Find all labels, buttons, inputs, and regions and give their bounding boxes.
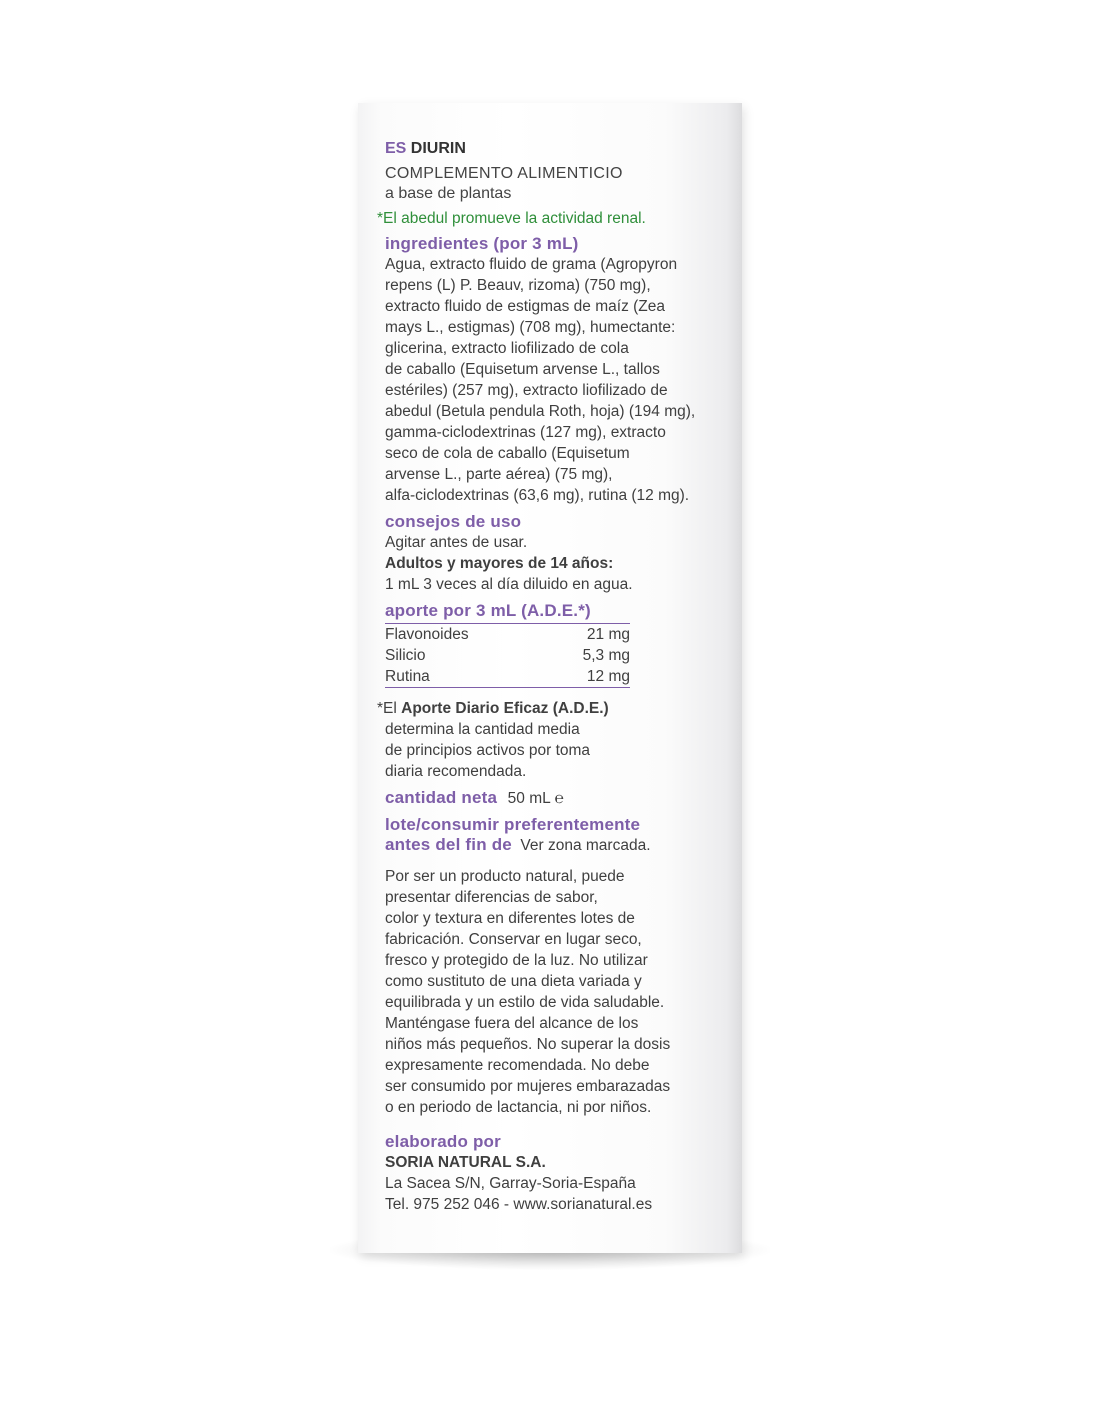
usage-text	[385, 532, 725, 595]
ade-term: Aporte Diario Eficaz (A.D.E.)	[401, 700, 609, 717]
warning-line: o en periodo de lactancia, ni por niños.	[385, 1099, 652, 1116]
usage-heading: consejos de uso	[385, 512, 522, 531]
net-quantity	[385, 788, 725, 809]
ingredients-line: mays L., estigmas) (708 mg), humectante:	[385, 319, 676, 336]
ingredients-line: estériles) (257 mg), extracto liofilizado de	[385, 382, 668, 399]
lot-info	[385, 815, 725, 856]
net-label: cantidad neta	[385, 788, 498, 807]
warning-line: como sustituto de una dieta variada y	[385, 973, 642, 990]
lot-value: Ver zona marcada.	[520, 837, 651, 854]
product-name: DIURIN	[410, 140, 466, 157]
net-value: 50 mL ℮	[507, 790, 564, 807]
warning-text	[385, 866, 725, 1118]
nutrient-value: 21 mg	[586, 626, 630, 643]
usage-line: Agitar antes de usar.	[385, 534, 528, 551]
table-row	[385, 645, 630, 666]
ingredients-line: alfa-ciclodextrinas (63,6 mg), rutina (12 mg).	[385, 487, 690, 504]
warning-line: niños más pequeños. No superar la dosis	[385, 1036, 671, 1053]
nutrient-name: Flavonoides	[385, 626, 469, 643]
warning-line: Manténgase fuera del alcance de los	[385, 1015, 639, 1032]
warning-line: fabricación. Conservar en lugar seco,	[385, 931, 642, 948]
ingredients-line: de caballo (Equisetum arvense L., tallos	[385, 361, 660, 378]
nutrient-name: Rutina	[385, 668, 430, 685]
table-row	[385, 666, 630, 688]
warning-line: presentar diferencias de sabor,	[385, 889, 598, 906]
language-code: ES	[385, 140, 407, 157]
warning-line: color y textura en diferentes lotes de	[385, 910, 635, 927]
warning-line: fresco y protegido de la luz. No utilizar	[385, 952, 648, 969]
ingredients-line: seco de cola de caballo (Equisetum	[385, 445, 630, 462]
ingredients-text	[385, 254, 725, 506]
usage-audience: Adultos y mayores de 14 años:	[385, 555, 614, 572]
maker-heading: elaborado por	[385, 1132, 501, 1151]
maker-info	[385, 1152, 725, 1215]
warning-line: Por ser un producto natural, puede	[385, 868, 625, 885]
table-row	[385, 624, 630, 646]
ingredients-line: extracto fluido de estigmas de maíz (Zea	[385, 298, 665, 315]
warning-line: equilibrada y un estilo de vida saludable.	[385, 994, 665, 1011]
maker-name: SORIA NATURAL S.A.	[385, 1154, 546, 1171]
ingredients-heading: ingredientes (por 3 mL)	[385, 234, 579, 253]
ade-prefix: *El	[377, 700, 402, 717]
usage-dose: 1 mL 3 veces al día diluido en agua.	[385, 576, 633, 593]
warning-line: ser consumido por mujeres embarazadas	[385, 1078, 671, 1095]
warning-line: expresamente recomendada. No debe	[385, 1057, 650, 1074]
product-category: COMPLEMENTO ALIMENTICIO	[385, 165, 623, 182]
ingredients-line: repens (L) P. Beauv, rizoma) (750 mg),	[385, 277, 651, 294]
ingredients-line: gamma-ciclodextrinas (127 mg), extracto	[385, 424, 666, 441]
ingredients-line: Agua, extracto fluido de grama (Agropyron	[385, 256, 678, 273]
ade-line: determina la cantidad media	[385, 721, 580, 738]
lot-label: lote/consumir preferentemente	[385, 815, 641, 834]
product-title	[385, 140, 725, 158]
lot-label-2: antes del fin de	[385, 835, 512, 854]
nutrient-value: 5,3 mg	[582, 647, 630, 664]
ade-line: diaria recomendada.	[385, 763, 527, 780]
maker-address: La Sacea S/N, Garray-Soria-España	[385, 1175, 636, 1192]
ade-note	[377, 698, 725, 782]
ingredients-line: glicerina, extracto liofilizado de cola	[385, 340, 629, 357]
nutrition-heading: aporte por 3 mL (A.D.E.*)	[385, 601, 591, 620]
product-subcategory: a base de plantas	[385, 185, 512, 202]
health-claim: *El abedul promueve la actividad renal.	[377, 210, 646, 227]
nutrient-name: Silicio	[385, 647, 426, 664]
ingredients-line: arvense L., parte aérea) (75 mg),	[385, 466, 613, 483]
ingredients-line: abedul (Betula pendula Roth, hoja) (194 mg),	[385, 403, 696, 420]
ade-line: de principios activos por toma	[385, 742, 591, 759]
nutrient-value: 12 mg	[586, 668, 630, 685]
nutrition-table	[385, 623, 630, 688]
label-content	[377, 140, 725, 1215]
maker-contact: Tel. 975 252 046 - www.sorianatural.es	[385, 1196, 653, 1213]
